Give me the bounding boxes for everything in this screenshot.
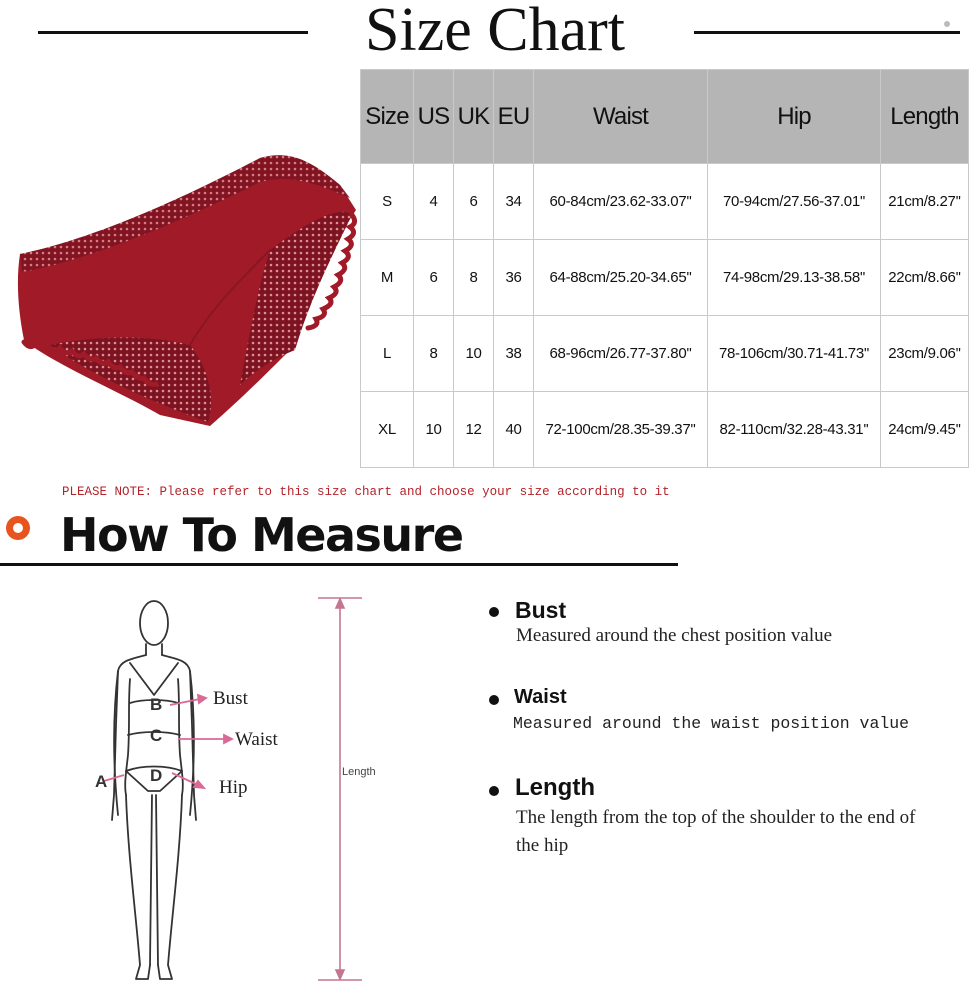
cell-hip: 74-98cm/29.13-38.58'' bbox=[708, 240, 881, 316]
cell-waist: 64-88cm/25.20-34.65'' bbox=[534, 240, 708, 316]
figure-letter-c: C bbox=[150, 726, 163, 745]
cell-waist: 68-96cm/26.77-37.80'' bbox=[534, 316, 708, 392]
cell-uk: 6 bbox=[454, 164, 494, 240]
cell-waist: 60-84cm/23.62-33.07'' bbox=[534, 164, 708, 240]
figure-label-hip: Hip bbox=[219, 777, 248, 798]
cell-hip: 82-110cm/32.28-43.31'' bbox=[708, 392, 881, 468]
cell-size: XL bbox=[361, 392, 414, 468]
measure-text-waist: Measured around the waist position value bbox=[513, 714, 910, 733]
figure-label-waist: Waist bbox=[235, 729, 278, 750]
cell-length: 21cm/8.27'' bbox=[881, 164, 969, 240]
cell-eu: 38 bbox=[494, 316, 534, 392]
table-row bbox=[361, 240, 969, 316]
header-us: US bbox=[414, 70, 454, 164]
cell-length: 24cm/9.45'' bbox=[881, 392, 969, 468]
table-row bbox=[361, 164, 969, 240]
table-row bbox=[361, 392, 969, 468]
cell-eu: 40 bbox=[494, 392, 534, 468]
measure-heading-length: Length bbox=[515, 774, 595, 801]
cell-eu: 34 bbox=[494, 164, 534, 240]
circle-bullet-icon bbox=[6, 516, 30, 540]
figure-letter-a: A bbox=[95, 772, 108, 791]
size-note: PLEASE NOTE: Please refer to this size chart and choose your size according to it bbox=[62, 485, 670, 499]
body-figure-illustration bbox=[90, 595, 290, 985]
bullet-dot-icon bbox=[489, 786, 499, 796]
cell-us: 4 bbox=[414, 164, 454, 240]
section-title: How To Measure bbox=[60, 508, 463, 562]
measure-text-bust: Measured around the chest position value bbox=[516, 625, 833, 646]
corner-dot bbox=[944, 21, 950, 27]
product-image bbox=[10, 130, 360, 435]
header-size: Size bbox=[361, 70, 414, 164]
measure-text-length: The length from the top of the shoulder to the end of the hip bbox=[516, 807, 916, 856]
title-rule-left bbox=[38, 31, 308, 34]
figure-label-bust: Bust bbox=[213, 688, 248, 709]
cell-length: 22cm/8.66'' bbox=[881, 240, 969, 316]
length-measure-line bbox=[310, 592, 370, 986]
cell-size: L bbox=[361, 316, 414, 392]
section-rule bbox=[0, 563, 678, 566]
table-row bbox=[361, 316, 969, 392]
cell-eu: 36 bbox=[494, 240, 534, 316]
cell-uk: 8 bbox=[454, 240, 494, 316]
figure-letter-d: D bbox=[150, 766, 163, 785]
cell-uk: 10 bbox=[454, 316, 494, 392]
header-waist: Waist bbox=[534, 70, 708, 164]
cell-uk: 12 bbox=[454, 392, 494, 468]
figure-letter-b: B bbox=[150, 695, 163, 714]
cell-waist: 72-100cm/28.35-39.37'' bbox=[534, 392, 708, 468]
bullet-dot-icon bbox=[489, 695, 499, 705]
page-title: Size Chart bbox=[365, 0, 625, 64]
size-table bbox=[360, 69, 969, 468]
title-rule-right bbox=[694, 31, 960, 34]
header-eu: EU bbox=[494, 70, 534, 164]
cell-size: S bbox=[361, 164, 414, 240]
header-hip: Hip bbox=[708, 70, 881, 164]
cell-us: 6 bbox=[414, 240, 454, 316]
cell-hip: 78-106cm/30.71-41.73'' bbox=[708, 316, 881, 392]
header-length: Length bbox=[881, 70, 969, 164]
cell-us: 10 bbox=[414, 392, 454, 468]
measure-heading-bust: Bust bbox=[515, 597, 567, 623]
figure-label-length: Length bbox=[342, 766, 376, 778]
cell-hip: 70-94cm/27.56-37.01'' bbox=[708, 164, 881, 240]
cell-size: M bbox=[361, 240, 414, 316]
table-header-row bbox=[361, 70, 969, 164]
cell-length: 23cm/9.06'' bbox=[881, 316, 969, 392]
header-uk: UK bbox=[454, 70, 494, 164]
cell-us: 8 bbox=[414, 316, 454, 392]
measure-heading-waist: Waist bbox=[514, 686, 567, 708]
bullet-dot-icon bbox=[489, 607, 499, 617]
